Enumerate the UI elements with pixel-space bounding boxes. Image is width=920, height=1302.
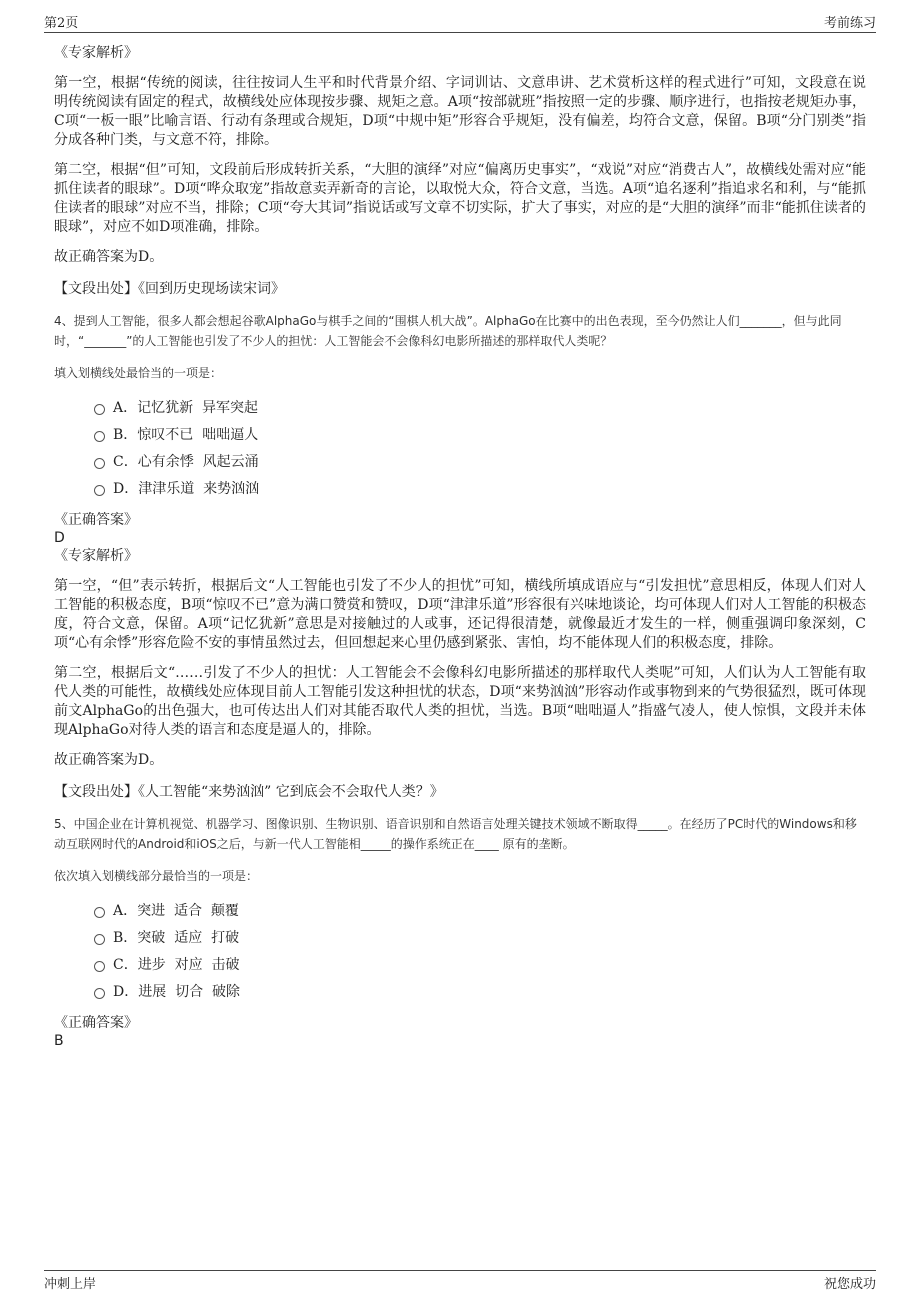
q3-conclusion: 故正确答案为D。 <box>54 249 164 265</box>
q3-source: 【文段出处】《回到历史现场读宋词》 <box>54 281 285 297</box>
radio-icon[interactable] <box>94 907 105 918</box>
q4-option-b[interactable] <box>54 420 866 447</box>
radio-icon[interactable] <box>94 961 105 972</box>
q3-analysis-label: 《专家解析》 <box>54 45 138 61</box>
header-divider <box>44 32 876 33</box>
radio-icon[interactable] <box>94 934 105 945</box>
q5-option-a[interactable] <box>54 896 866 923</box>
q5-option-d[interactable] <box>54 977 866 1004</box>
option-text: 进展 切合 破除 <box>138 983 241 1000</box>
option-text: 心有余悸 风起云涌 <box>137 453 259 470</box>
q5-answer-label: 《正确答案》 <box>54 1015 138 1031</box>
q3-analysis-para2: 第二空，根据“但”可知，文段前后形成转折关系，“大胆的演绎”对应“偏离历史事实”，“戏说”对应“消费古人”，故横线处需对应“能抓住读者的眼球”。D项“哗众取宠”指故意卖弄新奇的言论，以取悦大众，符合文意，当选。A项“追名逐利”指追求名和利，与“能抓住读者的眼球”对应不当，排除；C项“夸大其词”指说话或写文章不切实际，扩大了事实，对应的是“大胆的演绎”而非“能抓住读者的眼球”，对应不如D项准确，排除。 <box>54 162 866 235</box>
option-key: D． <box>113 480 139 497</box>
radio-icon[interactable] <box>94 404 105 415</box>
q4-source: 【文段出处】《人工智能“来势汹汹” 它到底会不会取代人类？》 <box>54 784 444 800</box>
footer-divider <box>44 1270 876 1271</box>
footer-right: 祝您成功 <box>823 1277 876 1292</box>
radio-icon[interactable] <box>94 458 105 469</box>
q3-analysis-para1: 第一空，根据“传统的阅读，往往按词人生平和时代背景介绍、字词训诂、文意串讲、艺术赏析这样的程式进行”可知，文段意在说明传统阅读有固定的程式，故横线处应体现按步骤、规矩之意。A项“按部就班”指按照一定的步骤、顺序进行，也指按老规矩办事，C项“一板一眼”比喻言语、行动有条理或合规矩，D项“中规中矩”形容合乎规矩，没有偏差，均符合文意，保留。B项“分门别类”指分成各种门类，与文意不符，排除。 <box>54 75 866 148</box>
option-text: 津津乐道 来势汹汹 <box>138 480 260 497</box>
q4-stem: 4、提到人工智能，很多人都会想起谷歌AlphaGo与棋手之间的“围棋人机大战”。AlphaGo在比赛中的出色表现，至今仍然让人们_______，但与此同时，“_______”的人工智能也引发了不少人的担忧：人工智能会不会像科幻电影所描述的那样取代人类呢？ <box>54 314 842 348</box>
q5-option-b[interactable] <box>54 923 866 950</box>
footer-left: 冲刺上岸 <box>44 1277 97 1292</box>
q5-options <box>54 896 866 1004</box>
option-key: D． <box>113 983 139 1000</box>
radio-icon[interactable] <box>94 988 105 999</box>
radio-icon[interactable] <box>94 485 105 496</box>
q4-option-c[interactable] <box>54 447 866 474</box>
q4-analysis-label: 《专家解析》 <box>54 548 138 564</box>
q4-answer: D <box>54 530 65 546</box>
q4-analysis-para2: 第二空，根据后文“……引发了不少人的担忧：人工智能会不会像科幻电影所描述的那样取代人类呢”可知，人们认为人工智能有取代人类的可能性，故横线处应体现目前人工智能引发这种担忧的状态，D项“来势汹汹”形容动作或事物到来的气势很猛烈，既可体现前文AlphaGo的出色强大，也可传达出人们对其能否取代人类的担忧，当选。B项“咄咄逼人”指盛气凌人，使人惊惧，文段并未体现AlphaGo对待人类的语言和态度是逼人的，排除。 <box>54 665 866 738</box>
option-key: A． <box>113 902 138 919</box>
option-key: B． <box>113 929 138 946</box>
page-number: 第2页 <box>44 16 79 31</box>
option-key: A． <box>113 399 138 416</box>
header-title: 考前练习 <box>823 16 876 31</box>
q4-answer-label: 《正确答案》 <box>54 512 138 528</box>
q4-conclusion: 故正确答案为D。 <box>54 752 164 768</box>
option-text: 突破 适应 打破 <box>137 929 240 946</box>
q5-answer: B <box>54 1033 64 1049</box>
option-key: B． <box>113 426 138 443</box>
option-text: 记忆犹新 异军突起 <box>137 399 259 416</box>
radio-icon[interactable] <box>94 431 105 442</box>
option-key: C． <box>113 453 138 470</box>
q5-prompt: 依次填入划横线部分最恰当的一项是： <box>54 869 259 883</box>
option-text: 进步 对应 击破 <box>137 956 240 973</box>
q5-option-c[interactable] <box>54 950 866 977</box>
page-content <box>54 44 866 1050</box>
q4-analysis-para1: 第一空，“但”表示转折，根据后文“人工智能也引发了不少人的担忧”可知，横线所填成语应与“引发担忧”意思相反，体现人们对人工智能的积极态度，B项“惊叹不已”意为满口赞赏和赞叹，D项“津津乐道”形容很有兴味地谈论，均可体现人们对人工智能的积极态度，符合文意，保留。A项“记忆犹新”意思是对接触过的人或事，还记得很清楚，就像最近才发生的一样，侧重强调印象深刻，C项“心有余悸”形容危险不安的事情虽然过去，但回想起来心里仍感到紧张、害怕，均不能体现人们的积极态度，排除。 <box>54 578 866 651</box>
q5-stem: 5、中国企业在计算机视觉、机器学习、图像识别、生物识别、语音识别和自然语言处理关键技术领域不断取得_____。在经历了PC时代的Windows和移动互联网时代的Android和iOS之后，与新一代人工智能相_____的操作系统正在____ 原有的垄断。 <box>54 817 857 851</box>
q4-option-a[interactable] <box>54 393 866 420</box>
option-text: 惊叹不已 咄咄逼人 <box>137 426 259 443</box>
option-key: C． <box>113 956 138 973</box>
q4-options <box>54 393 866 501</box>
q4-option-d[interactable] <box>54 474 866 501</box>
q4-prompt: 填入划横线处最恰当的一项是： <box>54 366 223 380</box>
option-text: 突进 适合 颠覆 <box>137 902 239 919</box>
